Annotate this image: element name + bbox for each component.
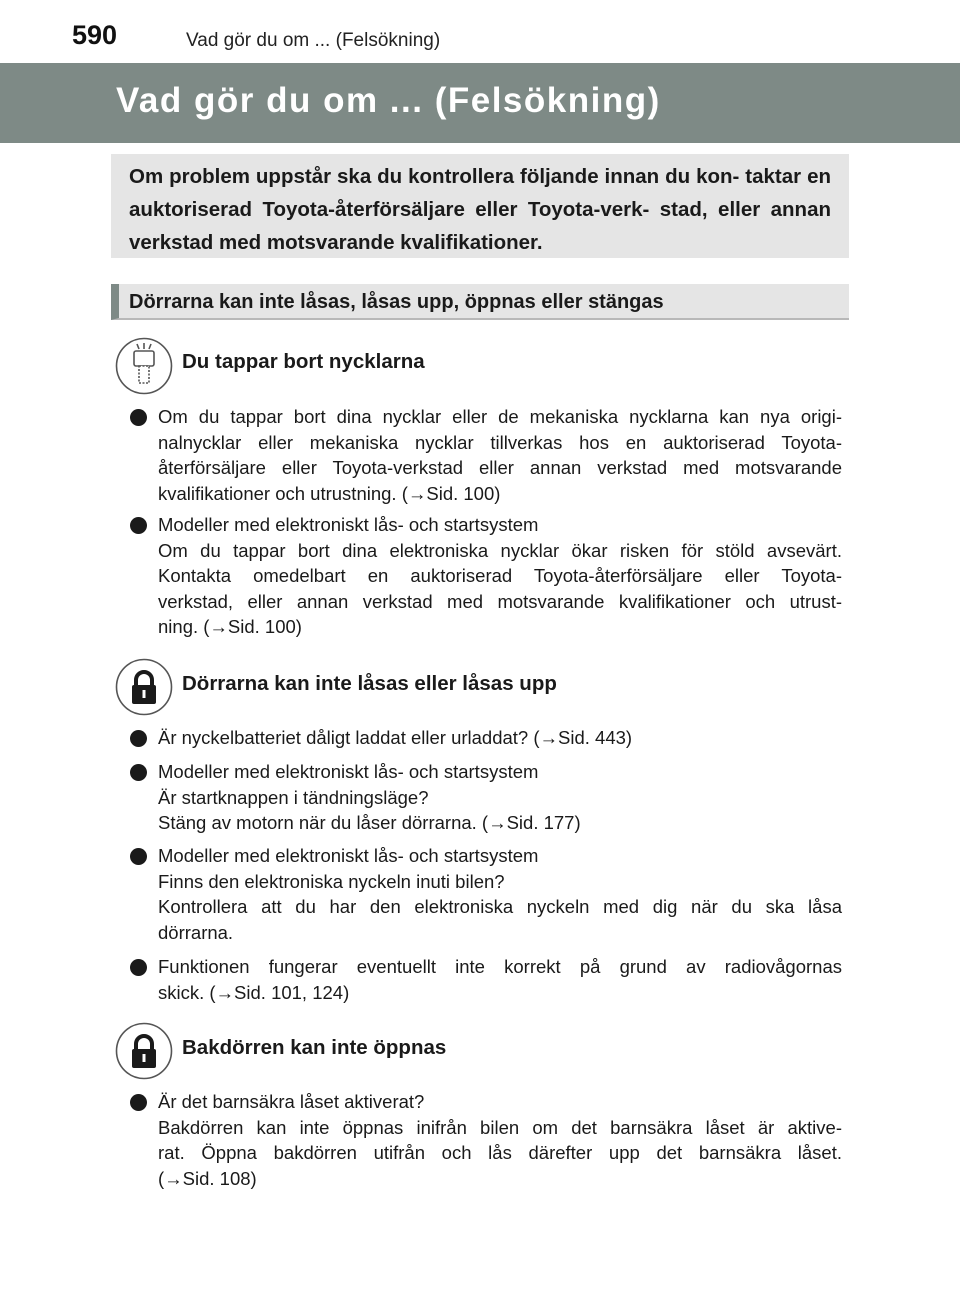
list-item xyxy=(130,725,842,751)
bullet-line: Finns den elektroniska nyckeln inuti bilen? xyxy=(158,870,505,892)
section-header xyxy=(111,284,849,320)
list-item xyxy=(130,954,842,1005)
bullet-line: verkstad, eller annan verkstad med motsvarande kvalifikationer och utrust- xyxy=(158,590,842,612)
bullet-line: Bakdörren kan inte öppnas inifrån bilen om det barnsäkra låset är aktive- xyxy=(158,1116,842,1138)
bullet-line: Är det barnsäkra låset aktiverat? xyxy=(158,1091,425,1112)
subsection-title-rear-door: Bakdörren kan inte öppnas xyxy=(182,1036,447,1059)
bullet-line: ning. (→Sid. 100) xyxy=(158,616,302,637)
bullet-line: Om du tappar bort dina nycklar eller de mekaniska nycklarna kan nya origi- xyxy=(158,406,842,427)
lock-icon xyxy=(115,1022,173,1080)
bullet-line: Stäng av motorn när du låser dörrarna. (→Sid. 177) xyxy=(158,812,581,833)
subsection-title-lost-keys: Du tappar bort nycklarna xyxy=(182,350,425,373)
bullet-line: Om du tappar bort dina elektroniska nycklar ökar risken för stöld avsevärt. xyxy=(158,539,842,561)
running-title: Vad gör du om ... (Felsökning) xyxy=(186,30,441,51)
title-band xyxy=(0,63,960,143)
bullet-line: Modeller med elektroniskt lås- och startsystem xyxy=(158,514,539,535)
bullet-line: dörrarna. xyxy=(158,921,234,943)
bullet-line: kvalifikationer och utrustning. (→Sid. 100) xyxy=(158,482,501,504)
bullet-line: Modeller med elektroniskt lås- och startsystem xyxy=(158,845,539,866)
section-heading: Dörrarna kan inte låsas, låsas upp, öppnas eller stängas xyxy=(129,291,664,313)
page-header xyxy=(0,0,960,60)
bullet-line: Kontakta omedelbart en auktoriserad Toyota-återförsäljare eller Toyota- xyxy=(158,565,842,586)
intro-text: Om problem uppstår ska du kontrollera följande innan du kon- taktar en auktoriserad Toyota-återförsäljare eller Toyota-verk- stad, eller annan verkstad med motsvarande kvalifikationer. xyxy=(129,165,831,254)
list-item xyxy=(130,1089,842,1191)
page-number: 590 xyxy=(72,20,118,50)
bullet-line: skick. (→Sid. 101, 124) xyxy=(158,981,350,1003)
bullet-line: Kontrollera att du har den elektroniska nyckeln med dig när du ska låsa xyxy=(158,896,842,917)
bullet-icon xyxy=(130,409,147,426)
bullet-line: Modeller med elektroniskt lås- och startsystem xyxy=(158,761,539,782)
bullet-icon xyxy=(130,1094,147,1111)
bullet-line: återförsäljare eller Toyota-verkstad eller annan verkstad med motsvarande xyxy=(158,457,842,478)
bullet-icon xyxy=(130,959,147,976)
subsection-title-doors-lock: Dörrarna kan inte låsas eller låsas upp xyxy=(182,672,557,695)
page-title: Vad gör du om ... (Felsökning) xyxy=(116,81,661,120)
list-item xyxy=(130,843,842,945)
bullet-line: (→Sid. 108) xyxy=(158,1167,257,1189)
bullet-icon xyxy=(130,848,147,865)
bullet-icon xyxy=(130,730,147,747)
bullet-line: Är nyckelbatteriet dåligt laddat eller urladdat? (→Sid. 443) xyxy=(158,727,633,748)
bullet-line: nalnycklar eller mekaniska nycklar tillverkas hos en auktoriserad Toyota- xyxy=(158,431,842,453)
bullet-line: Är startknappen i tändningsläge? xyxy=(158,786,429,808)
bullet-line: rat. Öppna bakdörren utifrån och lås därefter upp det barnsäkra låset. xyxy=(158,1142,842,1163)
lock-icon xyxy=(115,658,173,716)
list-item xyxy=(130,512,842,640)
list-item xyxy=(130,404,842,506)
bullet-line: Funktionen fungerar eventuellt inte korrekt på grund av radiovågornas xyxy=(158,956,842,977)
bullet-icon xyxy=(130,764,147,781)
key-icon xyxy=(115,337,173,395)
list-item xyxy=(130,759,842,836)
bullet-icon xyxy=(130,517,147,534)
intro-box xyxy=(111,154,849,258)
